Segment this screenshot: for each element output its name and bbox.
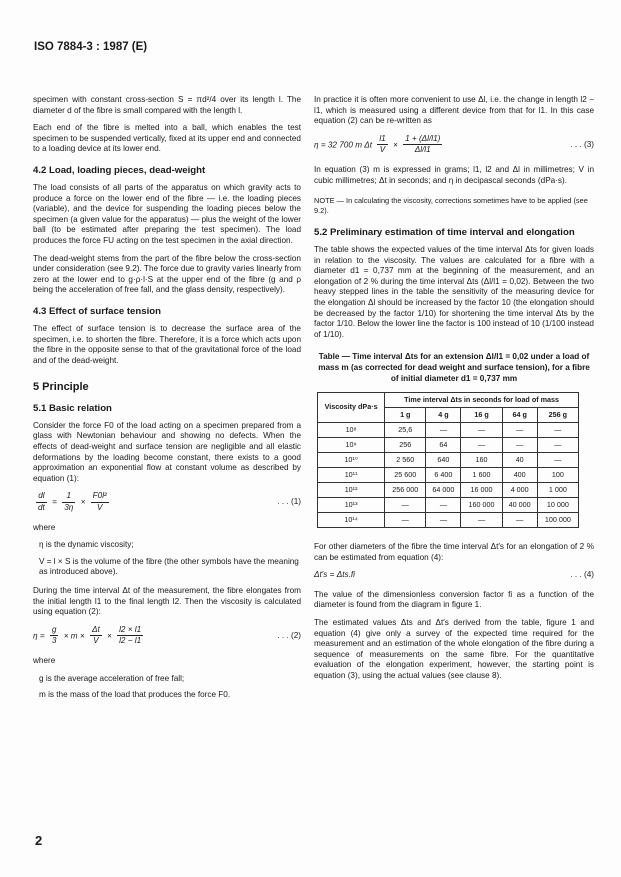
table-cell-time: — xyxy=(461,423,502,438)
table-cell-time: — xyxy=(502,513,537,528)
table-cell-time: 40 xyxy=(502,453,537,468)
table-head-viscosity: Viscosity dPa·s xyxy=(318,393,385,423)
table-caption: Table — Time interval Δts for an extension Δl/l1 = 0,02 under a load of mass m (as corrected for dead weight and surface tension), for a fibre of initial diameter d1 = 0,737 mm xyxy=(318,352,590,383)
table-cell-time: 64 000 xyxy=(426,483,461,498)
eq1-lhs: $\frac{dl}{dt}$ xyxy=(38,491,45,513)
table-row xyxy=(318,483,579,498)
table-head-span: Time interval Δts in seconds for load of mass xyxy=(385,393,579,408)
table-cell-time: — xyxy=(537,453,578,468)
table-cell-viscosity: 10¹³ xyxy=(318,498,385,513)
paragraph-practice: In practice it is often more convenient to use Δl, i.e. the change in length l2 − l1, which is measured using a different device from that for l1. In this case equation (2) can be re-written as xyxy=(314,95,594,126)
definition-volume: V = l × S is the volume of the fibre (the other symbols have the meaning as introduced above). xyxy=(39,556,299,577)
equation-4 xyxy=(314,570,594,581)
table-cell-time: 1 600 xyxy=(461,468,502,483)
table-row xyxy=(318,468,579,483)
table-cell-time: — xyxy=(385,498,426,513)
table-cell-time: — xyxy=(426,423,461,438)
paragraph-conversion-factor: The value of the dimensionless conversion factor fi as a function of the diameter is found from the diagram in figure 1. xyxy=(314,589,594,610)
table-cell-viscosity: 10¹⁰ xyxy=(318,453,385,468)
table-cell-time: 2 560 xyxy=(385,453,426,468)
heading-5-1: 5.1 Basic relation xyxy=(33,402,112,414)
eq3-frac-2: $\frac{1 + (\Delta l/l1)}{\Delta l/l1}$ xyxy=(405,133,441,155)
table-head-mass: 16 g xyxy=(461,408,502,423)
table-cell-time: 160 000 xyxy=(461,498,502,513)
heading-4-3: 4.3 Effect of surface tension xyxy=(33,305,161,317)
definition-eta: η is the dynamic viscosity; xyxy=(39,540,134,550)
table-row xyxy=(318,438,579,453)
page-header: ISO 7884-3 : 1987 (E) xyxy=(34,41,148,53)
eq1-frac-2: $\frac{\text{F0l²}}{V}$ xyxy=(92,491,107,513)
table-cell-time: 100 000 xyxy=(537,513,578,528)
table-cell-time: — xyxy=(461,438,502,453)
table-cell-viscosity: 10⁸ xyxy=(318,423,385,438)
table-cell-time: 40 000 xyxy=(502,498,537,513)
table-row xyxy=(318,513,579,528)
eq3-frac-1: $\frac{l1}{V}$ xyxy=(379,133,386,155)
table-head-mass: 64 g xyxy=(502,408,537,423)
table-cell-time: 1 000 xyxy=(537,483,578,498)
table-cell-time: — xyxy=(502,438,537,453)
eq2-number: . . . (2) xyxy=(277,630,301,640)
eq2-frac-3: $\frac{l2 \times l1}{l2 - l1}$ xyxy=(119,624,142,646)
equation-2: η = $\frac{g}{3}$ × m × $\frac{\Delta t}{V}$ × $\frac{l2 \times l1}{l2 - l1}$ . . . (2) xyxy=(33,624,301,646)
table-cell-time: 400 xyxy=(502,468,537,483)
table-cell-time: — xyxy=(502,423,537,438)
paragraph-dead-weight: The dead-weight stems from the part of the fibre below the cross-section under consideration (see 9.2). The force due to gravity varies linearly from zero at the lower end to g·ρ·l·S at the upper end of the fibre (g and ρ being the acceleration of free fall, and the glass density, respectively). xyxy=(33,253,301,295)
definitions-2 xyxy=(39,674,301,701)
definitions-1 xyxy=(39,540,301,578)
table-row xyxy=(318,498,579,513)
eq3-number: . . . (3) xyxy=(570,139,594,149)
table-cell-time: 16 000 xyxy=(461,483,502,498)
equation-1: $\frac{dl}{dt}$ = $\frac{1}{3\eta}$ × $\frac{\text{F0l²}}{V}$ . . . (1) xyxy=(38,491,301,513)
table-cell-time: — xyxy=(537,423,578,438)
paragraph-during: During the time interval Δt of the measurement, the fibre elongates from the initial length l1 to the final length l2. Then the viscosity is calculated using equation (2): xyxy=(33,586,301,617)
table-cell-time: — xyxy=(537,438,578,453)
heading-5-2: 5.2 Preliminary estimation of time interval and elongation xyxy=(314,226,575,238)
table-cell-time: 100 xyxy=(537,468,578,483)
paragraph-eq3-units: In equation (3) m is expressed in grams; l1, l2 and Δl in millimetres; V in cubic millimetres; Δt in seconds; and η in decipascal seconds (dPa·s). xyxy=(314,164,594,185)
time-interval-table xyxy=(317,392,579,528)
table-cell-time: 64 xyxy=(426,438,461,453)
eq1-number: . . . (1) xyxy=(277,497,301,507)
table-cell-time: 256 000 xyxy=(385,483,426,498)
eq2-frac-2: $\frac{\Delta t}{V}$ xyxy=(91,624,100,646)
table-cell-viscosity: 10¹⁴ xyxy=(318,513,385,528)
left-column xyxy=(33,95,301,709)
table-cell-time: 6 400 xyxy=(426,468,461,483)
paragraph-other-diameters: For other diameters of the fibre the time interval Δt′s for an elongation of 2 % can be estimated from equation (4): xyxy=(314,542,594,562)
where-label-1: where xyxy=(33,522,56,532)
paragraph-estimated: The estimated values Δts and Δt′s derived from the table, figure 1 and equation (4) give only a survey of the expected time required for the measurement and an estimation of the whole elongation of the fibre during a sequence of measurements on the same fibre. For the quantitative evaluation of the elongation experiment, however, the starting point is equation (3), using the actual values (see clause 8). xyxy=(314,618,594,681)
table-cell-time: — xyxy=(426,498,461,513)
table-cell-time: — xyxy=(385,513,426,528)
paragraph-ball: Each end of the fibre is melted into a ball, which enables the test specimen to be suspended vertically, fixed at its upper end and connected to a loading device at its lower end. xyxy=(33,123,301,154)
right-column xyxy=(314,95,594,689)
paragraph-consider: Consider the force F0 of the load acting on a specimen prepared from a glass with Newtonian behaviour and showing no defects. When the effects of dead-weight and surface tension are negligible and all elastic deformations by the loading become constant, there exists to a good approximation an exponential flow at constant volume as described by equation (1): xyxy=(33,420,301,483)
eq1-frac-1: $\frac{1}{3\eta}$ xyxy=(64,491,74,513)
table-head-mass: 1 g xyxy=(385,408,426,423)
paragraph-surface-tension: The effect of surface tension is to decrease the surface area of the specimen, i.e. to shorten the fibre. Therefore, it is a force which acts upon the fibre in the opposite sense to that of the gravitational force of the load and of the dead-weight. xyxy=(33,323,301,365)
table-head-mass: 4 g xyxy=(426,408,461,423)
note: NOTE — In calculating the viscosity, corrections sometimes have to be applied (see 9.2). xyxy=(314,196,588,215)
table-cell-time: 640 xyxy=(426,453,461,468)
table-row xyxy=(318,453,579,468)
table-cell-viscosity: 10¹² xyxy=(318,483,385,498)
eq2-mid: × m × xyxy=(63,631,85,641)
table-head-mass: 256 g xyxy=(537,408,578,423)
table-cell-time: — xyxy=(426,513,461,528)
definition-g: g is the average acceleration of free fall; xyxy=(39,673,185,683)
eq2-lhs: η = xyxy=(33,631,45,641)
eq4-number: . . . (4) xyxy=(570,570,594,580)
eq3-lhs: η = 32 700 m Δt xyxy=(314,140,373,150)
eq4-body: Δt′s = Δts.fi xyxy=(314,570,355,580)
table-row xyxy=(318,423,579,438)
equation-3: η = 32 700 m Δt $\frac{l1}{V}$ × $\frac{1 + (\Delta l/l1)}{\Delta l/l1}$ . . . (3) xyxy=(314,133,594,155)
page-number: 2 xyxy=(35,833,43,848)
table-cell-viscosity: 10¹¹ xyxy=(318,468,385,483)
table-cell-time: 160 xyxy=(461,453,502,468)
table-cell-time: — xyxy=(461,513,502,528)
heading-4-2: 4.2 Load, loading pieces, dead-weight xyxy=(33,164,206,176)
table-cell-time: 25,6 xyxy=(385,423,426,438)
paragraph-specimen: specimen with constant cross-section S = πd²/4 over its length l. The diameter d of the fibre is small compared with the length l. xyxy=(33,95,301,115)
table-cell-time: 4 000 xyxy=(502,483,537,498)
paragraph-load: The load consists of all parts of the apparatus on which gravity acts to produce a force on the lower end of the fibre — i.e. the loading pieces (variable), and the device for suspending the loading pieces below the specimen (a given value for the apparatus) — plus the weight of the lower ball (to be estimated after preparing the test specimen). The load produces the force FU acting on the test specimen in the axial direction. xyxy=(33,182,301,245)
where-label-2: where xyxy=(33,655,56,665)
table-cell-time: 256 xyxy=(385,438,426,453)
table-cell-time: 10 000 xyxy=(537,498,578,513)
eq2-frac-1: $\frac{g}{3}$ xyxy=(51,624,57,646)
table-cell-viscosity: 10⁹ xyxy=(318,438,385,453)
table-cell-time: 25 600 xyxy=(385,468,426,483)
paragraph-table-intro: The table shows the expected values of the time interval Δts for given loads in relation to the viscosity. The values are calculated for a fibre with a diameter d1 = 0,737 mm at the beginning of the measurement, and an elongation of 2 % during the time interval Δts (Δl/l1 = 0,02). Between the two heavy stepped lines in the table the sensitivity of the measuring device for the elongation Δl should be increased by the factor 10 (the elongation should be decreased by the factor 1/10) for shortening the time interval Δts by the factor 1/10. Below the lower line the factor is 100 instead of 10 (1/100 instead of 1/10). xyxy=(314,244,594,339)
heading-5: 5 Principle xyxy=(33,381,89,394)
definition-m: m is the mass of the load that produces the force F0. xyxy=(39,690,231,700)
